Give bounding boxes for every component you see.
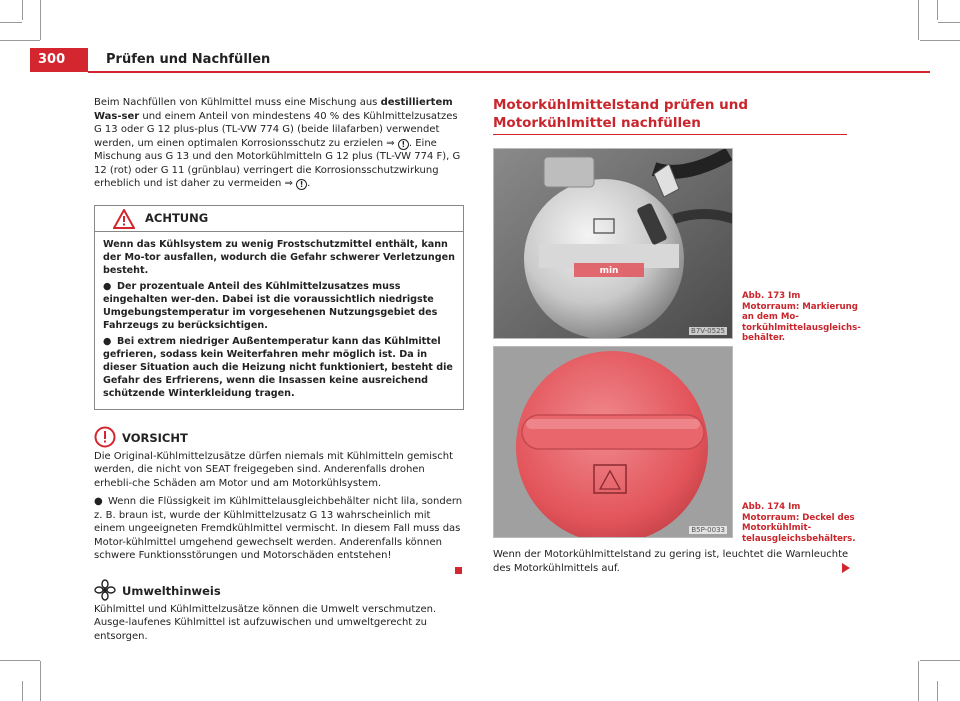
section-title: Motorkühlmittelstand prüfen und Motorkühlmittel nachfüllen [493, 97, 749, 131]
crop-mark [22, 681, 23, 701]
list-item: ● Bei extrem niedriger Außentemperatur kann das Kühlmittel gefrieren, sodass kein Weiterfahren mehr möglich ist. Da in dieser Situation auch die Heizung nicht funktioniert, besteht die Gefahr des Erfrierens, wenn die Insassen keine ausreichend schützende Winterkleidung tragen. [103, 335, 453, 399]
reservoir-cap-illustration [494, 347, 733, 538]
min-marking: min [599, 266, 619, 276]
section-end-mark [455, 567, 462, 574]
crop-mark [937, 0, 938, 20]
environment-header [94, 579, 464, 601]
body-text: Wenn der Motorkühlmittelstand zu gering ist, leuchtet die Warnleuchte des Motorkühlmittels auf. [493, 549, 849, 574]
environment-title: Umwelthinweis [122, 583, 221, 598]
crop-mark [918, 0, 919, 40]
figure-code: B7V-0525 [691, 327, 725, 335]
caution-icon [94, 426, 116, 448]
crop-mark [920, 40, 960, 41]
page-title: Prüfen und Nachfüllen [106, 52, 271, 67]
page-number: 300 [30, 48, 88, 72]
caution-ref-icon[interactable]: ! [296, 179, 307, 190]
warning-title: ACHTUNG [145, 210, 209, 225]
page-header [30, 48, 930, 72]
crop-mark [937, 681, 938, 701]
warning-box [94, 205, 464, 410]
caution-header [94, 426, 464, 448]
list-item: ● Der prozentuale Anteil des Kühlmittelzusatzes muss eingehalten wer-den. Dabei ist die voraussichtlich niedrigste Umgebungstemperatur im vorgesehenen Nutzungsgebiet des Fahrzeugs zu berücksichtigen. [103, 280, 438, 331]
caution-title: VORSICHT [122, 430, 188, 445]
warning-header [95, 206, 463, 232]
crop-mark [40, 661, 41, 701]
figure-caption: Abb. 174 Im Motorraum: Deckel des Motorkühlmit-telausgleichsbehälters. [742, 502, 856, 544]
crop-mark [0, 22, 22, 23]
right-column [493, 96, 853, 135]
figure-caption: Abb. 173 Im Motorraum: Markierung an dem Mo-torkühlmittelausgleichs-behälter. [742, 291, 861, 343]
continue-arrow-icon [842, 563, 850, 573]
intro-paragraph: Beim Nachfüllen von Kühlmittel muss eine Mischung aus destilliertem Was-ser und einem Anteil von mindestens 40 % des Kühlmittelzusatzes G 13 oder G 12 plus-plus (TL-VW 774 G) (beide lilafarben) verwendet werden, um einen optimalen Korrosionsschutz zu erzielen ⇒ ! . Eine Mischung aus G 13 und den Motorkühlmitteln G 12 plus (TL-VW 774 F), G 12 (rot) oder G 11 (grünblau) verringert die Korrosionsschutzwirkung erheblich und ist daher zu vermeiden ⇒ ! . [94, 97, 461, 189]
crop-mark [40, 0, 41, 40]
figure-code: B5P-0033 [691, 526, 725, 534]
crop-mark [918, 661, 919, 701]
warning-triangle-icon [113, 209, 135, 229]
caution-text: Die Original-Kühlmittelzusätze dürfen niemals mit Kühlmitteln gemischt werden, die nicht von SEAT freigegeben sind. Anderenfalls drohen erhebli-che Schäden am Motor und am Motorkühlsystem. [94, 450, 453, 489]
coolant-reservoir-illustration [494, 149, 733, 339]
warning-body: Wenn das Kühlsystem zu wenig Frostschutzmittel enthält, kann der Mo-tor ausfallen, wodurch die Gefahr schwerer Verletzungen besteht. ● Der prozentuale Anteil des Kühlmittelzusatzes muss eingehalten wer-den. Dabei ist die voraussichtlich niedrigste Umgebungstemperatur im vorgesehenen Nutzungsgebiet des Fahrzeugs zu berücksichtigen. ● Bei extrem niedriger Außentemperatur kann das Kühlmittel gefrieren, sodass kein Weiterfahren mehr möglich ist. Da in dieser Situation auch die Heizung nicht funktioniert, besteht die Gefahr des Erfrierens, wenn die Insassen keine ausreichend schützende Winterkleidung tragen. [103, 238, 455, 399]
section-rule [493, 134, 847, 135]
header-rule [88, 71, 930, 73]
flower-icon [94, 579, 116, 601]
crop-mark [22, 0, 23, 20]
figure-reservoir-cap [493, 346, 733, 538]
caution-ref-icon[interactable]: ! [398, 139, 409, 150]
list-item: ● Wenn die Flüssigkeit im Kühlmittelausgleichbehälter nicht lila, sondern z. B. braun ist, wurde der Kühlmittelzusatz G 13 wahrscheinlich mit einem ungeeigneten Fremdkühlmittel vermischt. In diesem Fall muss das Motor-kühlmittel umgehend gewechselt werden. Anderenfalls können schwere Funktionsstörungen und Motorschäden entstehen! [94, 496, 463, 561]
crop-mark [938, 22, 960, 23]
crop-mark [0, 660, 40, 661]
environment-text: Kühlmittel und Kühlmittelzusätze können die Umwelt verschmutzen. Ausge-laufenes Kühlmittel ist aufzuwischen und umweltgerecht zu entsorgen. [94, 603, 437, 642]
crop-mark [920, 660, 960, 661]
figure-coolant-reservoir [493, 148, 733, 339]
left-column [94, 96, 464, 647]
crop-mark [0, 40, 40, 41]
